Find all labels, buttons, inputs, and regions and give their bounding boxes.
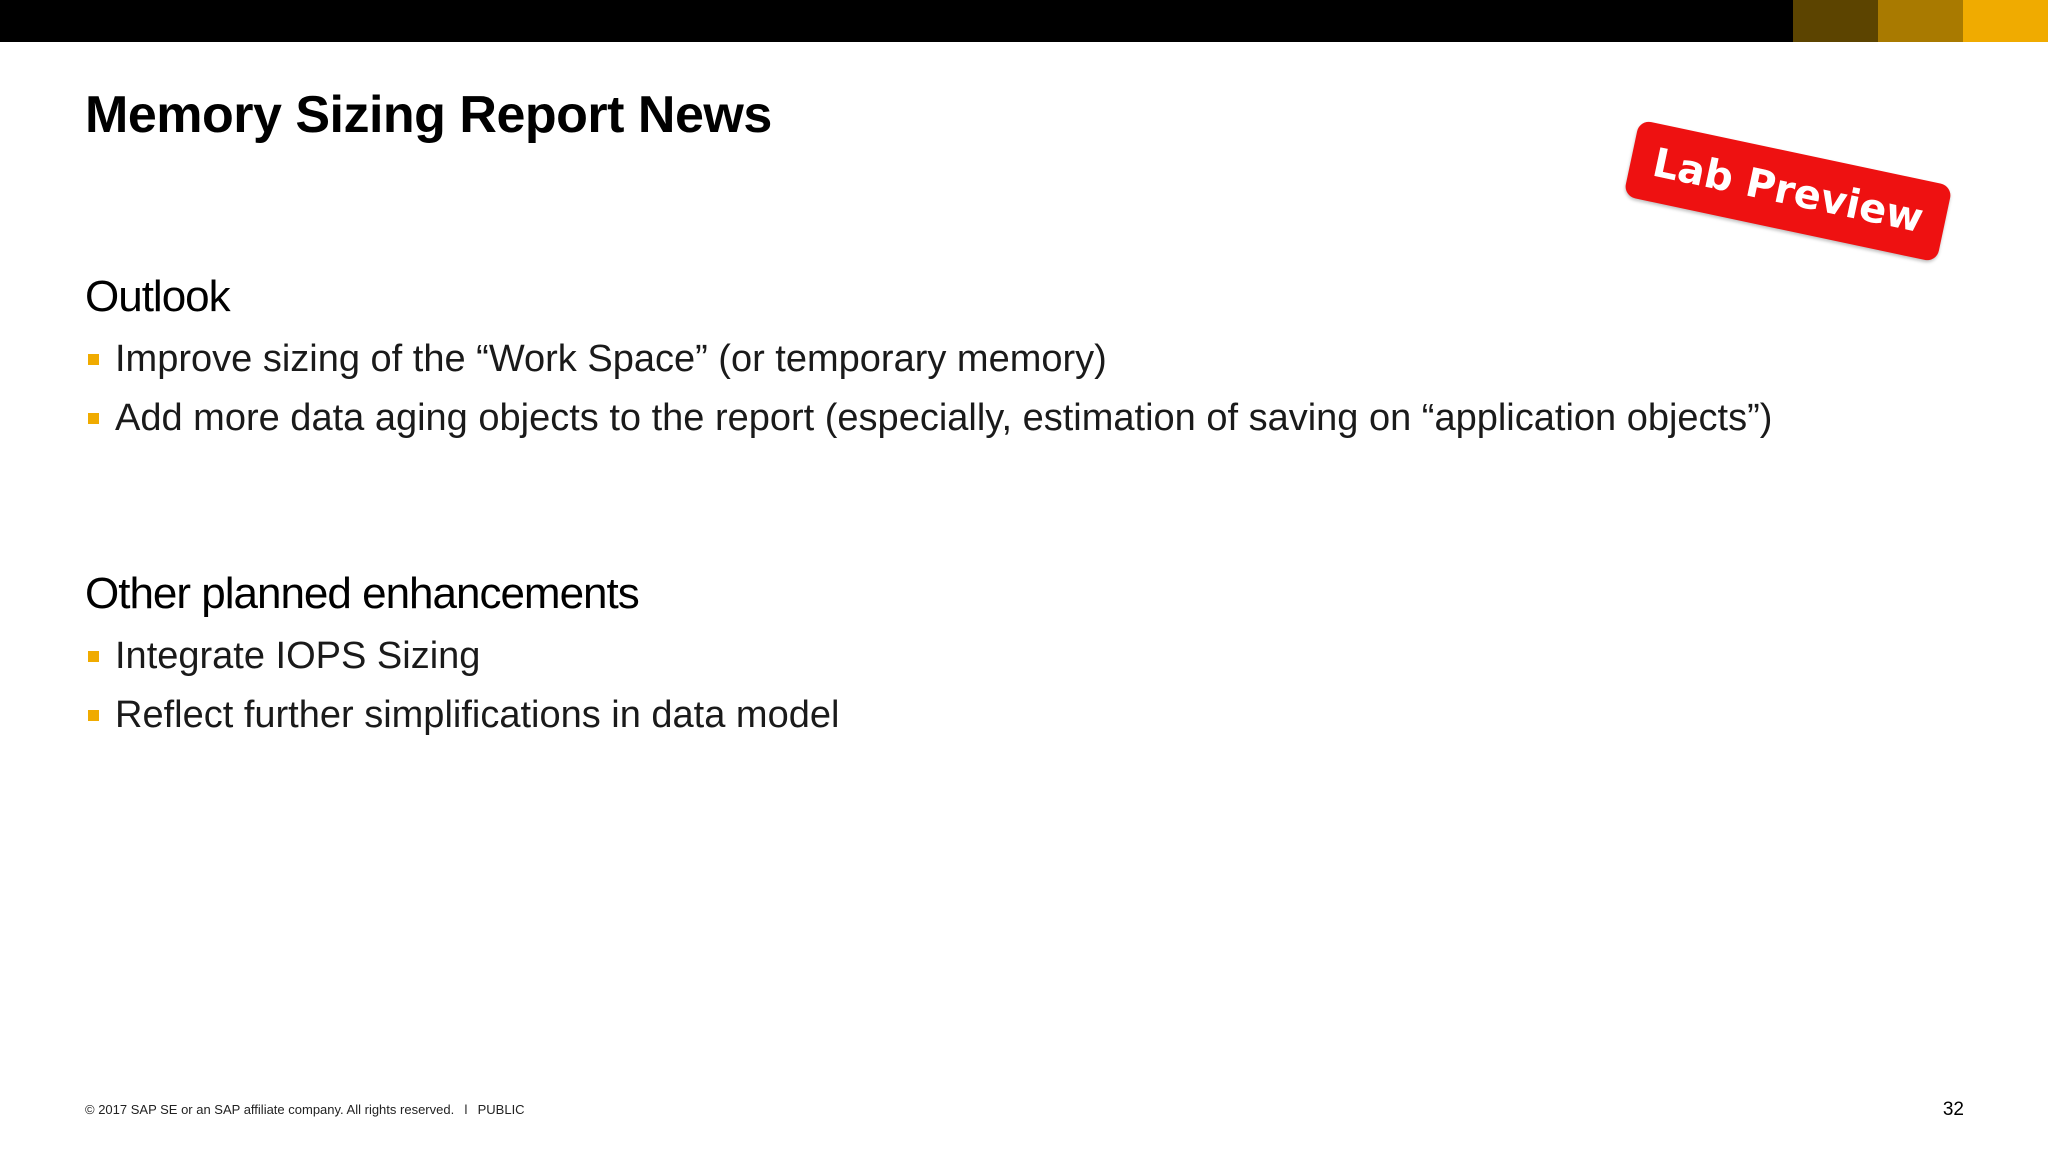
- other-enhancements-section: [85, 567, 839, 745]
- list-item-text: Reflect further simplifications in data model: [115, 694, 840, 736]
- list-item-text: Add more data aging objects to the report (especially, estimation of saving on “application objects”): [115, 397, 1773, 439]
- outlook-section: [85, 270, 1772, 448]
- list-item-text: Improve sizing of the “Work Space” (or temporary memory): [115, 338, 1107, 380]
- top-bar: [0, 0, 2048, 42]
- outlook-list: [85, 330, 1772, 448]
- accent-block-dark: [1793, 0, 1878, 42]
- square-bullet-icon: [88, 710, 99, 721]
- outlook-heading: Outlook: [85, 272, 230, 321]
- accent-block-mid: [1878, 0, 1963, 42]
- footer-separator: ǀ: [464, 1102, 468, 1117]
- classification-label: PUBLIC: [477, 1102, 525, 1117]
- page-number: 32: [1942, 1099, 1964, 1120]
- slide-title: Memory Sizing Report News: [85, 86, 772, 144]
- list-item-text: Integrate IOPS Sizing: [115, 635, 481, 677]
- copyright-text: © 2017 SAP SE or an SAP affiliate company. All rights reserved.: [85, 1102, 455, 1117]
- lab-preview-stamp: Lab Preview: [1623, 120, 1952, 263]
- list-item: [85, 686, 839, 745]
- square-bullet-icon: [88, 354, 99, 365]
- accent-block-light: [1963, 0, 2048, 42]
- list-item: [85, 389, 1772, 448]
- other-enhancements-list: [85, 627, 839, 745]
- list-item: [85, 330, 1772, 389]
- list-item: [85, 627, 839, 686]
- other-enhancements-heading: Other planned enhancements: [85, 569, 639, 618]
- square-bullet-icon: [88, 413, 99, 424]
- footer-copyright: [85, 1102, 525, 1118]
- square-bullet-icon: [88, 651, 99, 662]
